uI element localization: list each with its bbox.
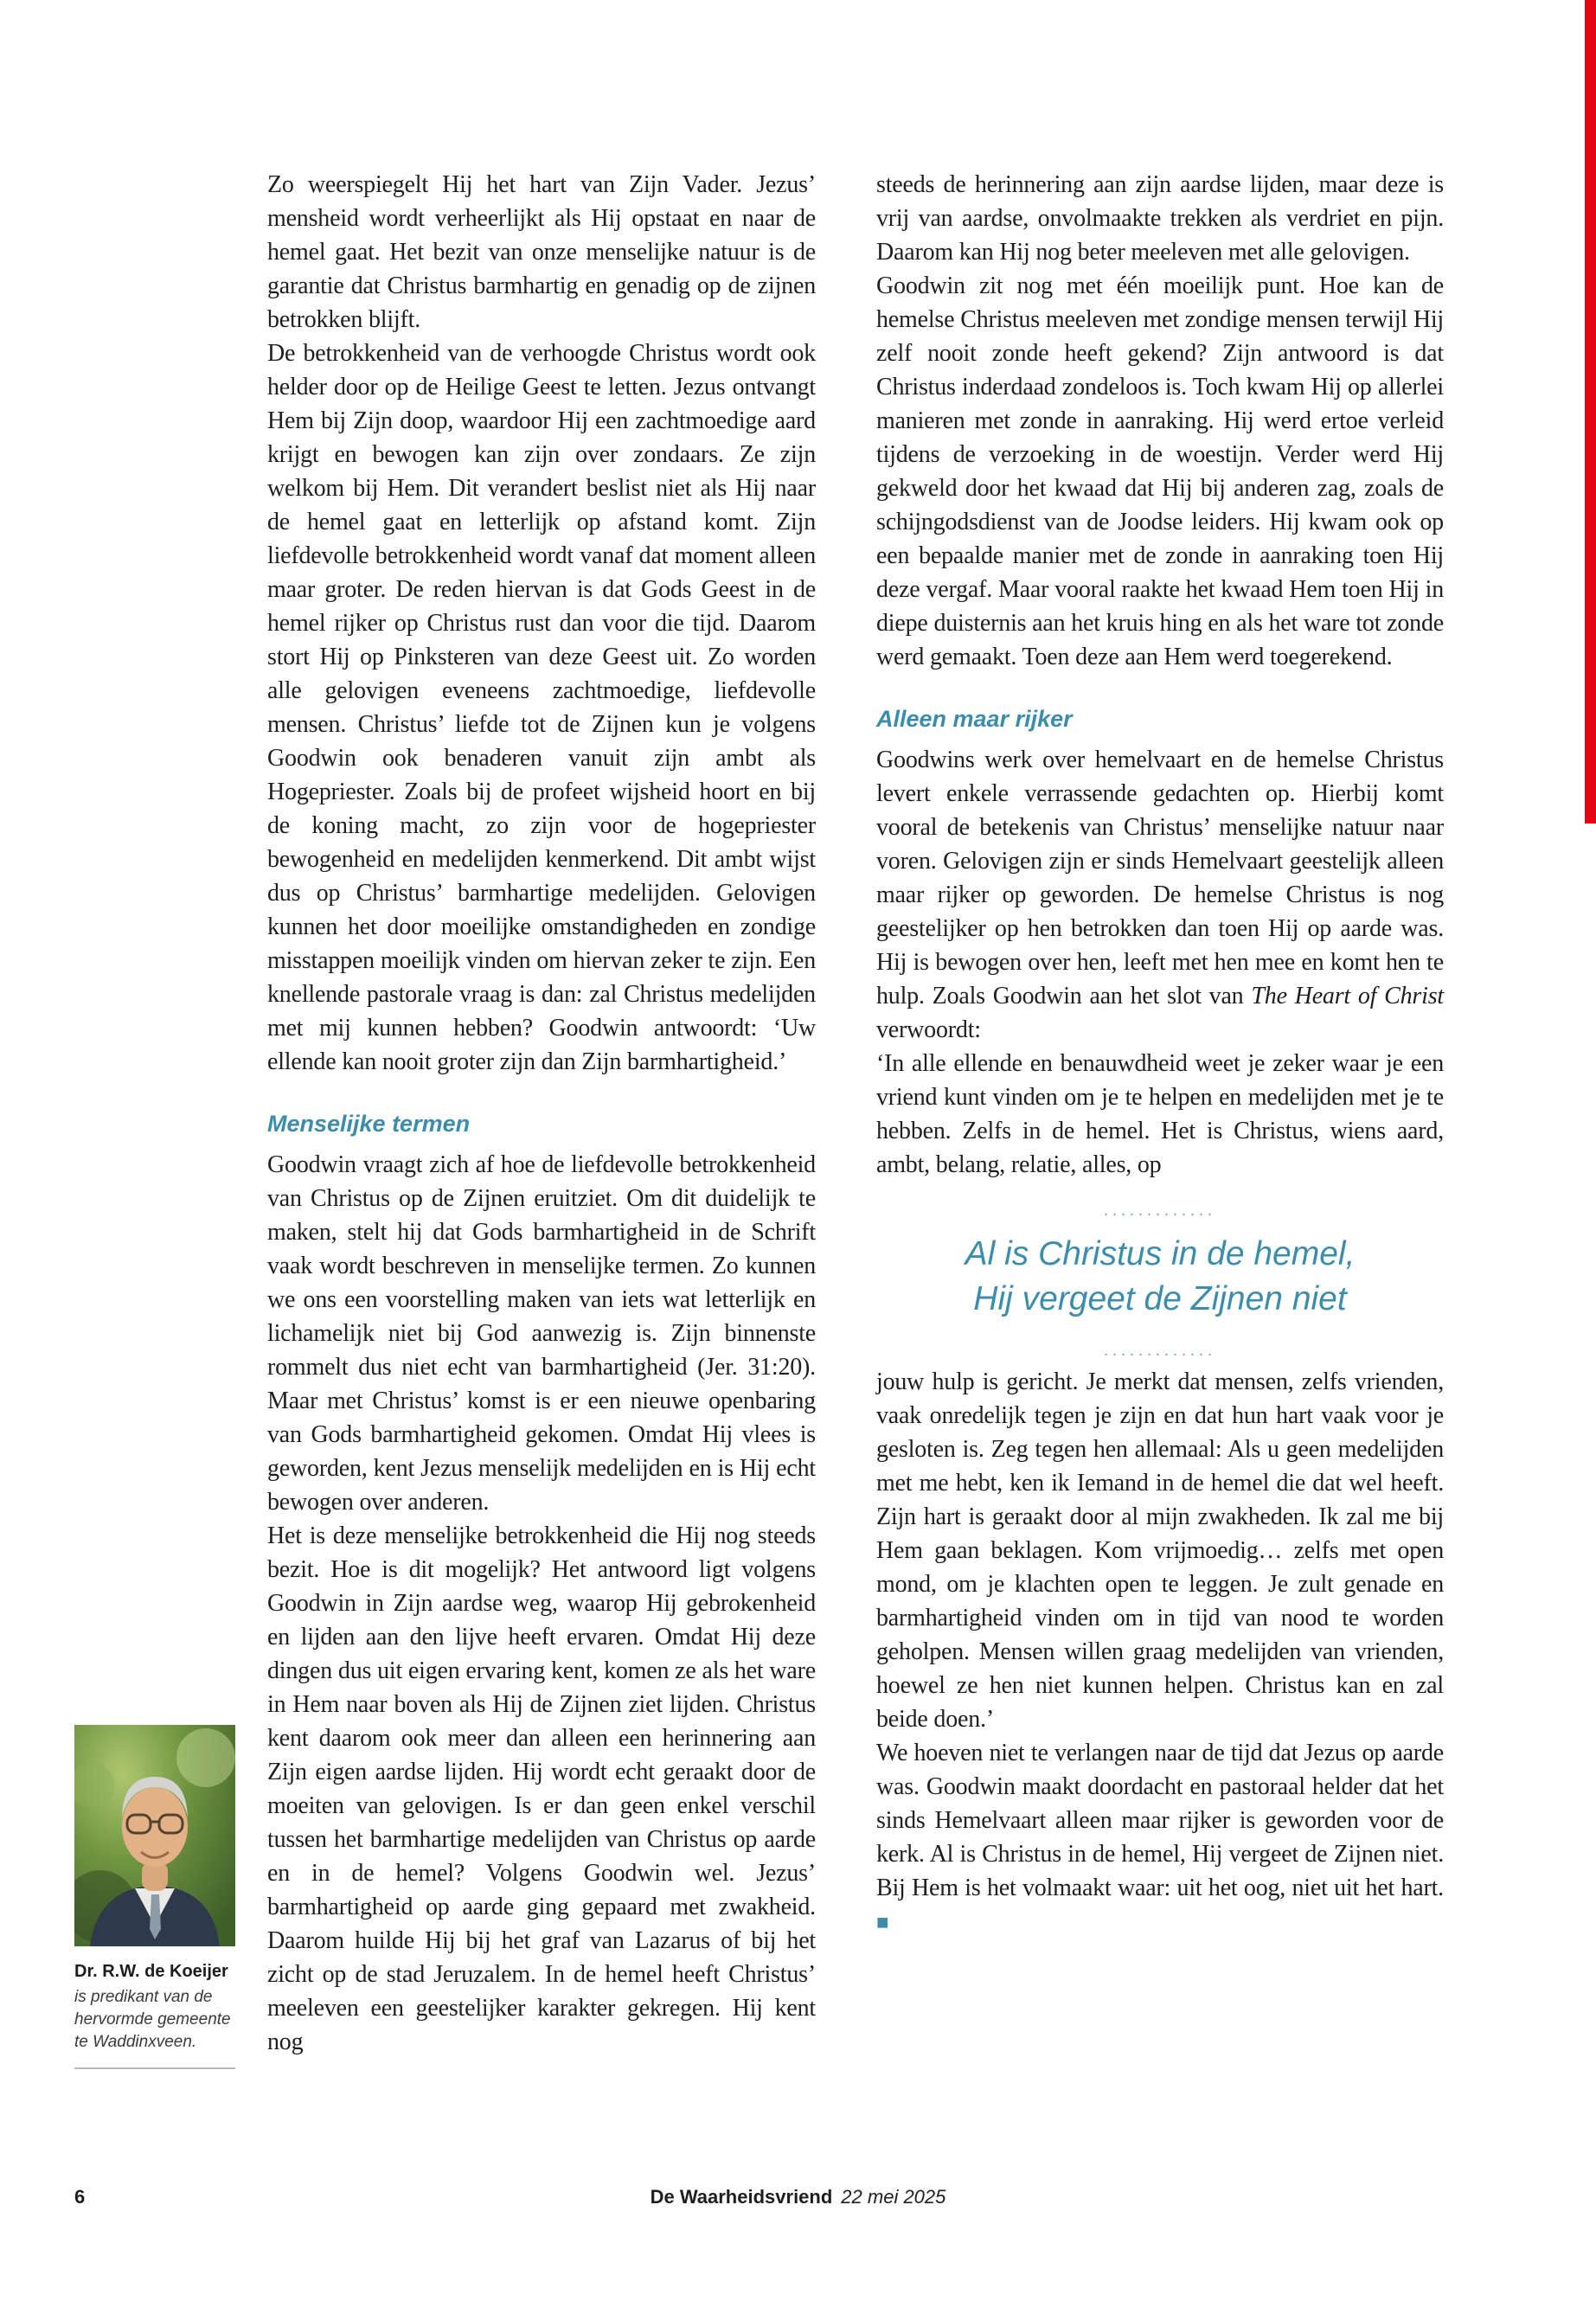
paragraph-text: Goodwins werk over hemelvaart en de hemelse Christus levert enkele verrassende gedachten op. Hierbij komt vooral de betekenis van Christus’ menselijke natuur naar voren. Gelovigen zijn er sinds Hemelvaart geestelijk alleen maar rijker op geworden. De hemelse Christus is nog geestelijker op hen betrokken dan toen Hij op aarde was. Hij is bewogen over hen, leeft met hen mee en komt hen te hulp. Zoals Goodwin aan het slot van — [876, 747, 1444, 1009]
edge-marker-bar — [1585, 0, 1596, 824]
page-number: 6 — [74, 2186, 86, 2208]
dots-separator: ............. — [1104, 1201, 1216, 1220]
body-paragraph: Het is deze menselijke betrokkenheid die Hij nog steeds bezit. Hoe is dit mogelijk? Het antwoord ligt volgens Goodwin in Zijn aardse weg, waarop Hij gebrokenheid en lijden aan den lijve heeft ervaren. Omdat Hij deze dingen dus uit eigen ervaring kent, komen ze als het ware in Hem naar boven als Hij de Zijnen ziet lijden. Christus kent daarom ook meer dan alleen een herinnering aan Zijn eigen aardse lijden. Hij wordt echt geraakt door de moeiten van gelovigen. Is er dan geen enkel verschil tussen het barmhartige medelijden van Christus op aarde en in de hemel? Volgens Goodwin wel. Jezus’ barmhartigheid op aarde ging gepaard met zwakheid. Daarom huilde Hij bij het graf van Lazarus of bij het zicht op de stad Jeruzalem. In de hemel heeft Christus’ meeleven een geestelijker karakter gekregen. Hij kent nog — [267, 1522, 816, 2055]
body-paragraph — [876, 743, 1444, 1047]
body-paragraph: jouw hulp is gericht. Je merkt dat mensen, zelfs vrienden, vaak onredelijk tegen je zijn en dat hun hart vaak voor je gesloten is. Zeg tegen hen allemaal: Als u geen medelijden met me hebt, ken ik Iemand in de hemel die dat wel heeft. Zijn hart is geraakt door al mijn zwakheden. Ik zal me bij Hem gaan beklagen. Kom vrijmoedig… zelfs met open mond, om je klachten open te leggen. Je zult genade en barmhartigheid vinden om in tijd van nood te worden geholpen. Mensen willen graag medelijden van vrienden, hoewel ze hen niet kunnen helpen. Christus kan en zal beide doen.’ — [876, 1368, 1444, 1733]
author-photo — [74, 1725, 235, 1946]
body-paragraph: steeds de herinnering aan zijn aardse lijden, maar deze is vrij van aardse, onvolmaakte trekken als verdriet en pijn. Daarom kan Hij nog beter meeleven met alle gelovigen. — [876, 171, 1444, 266]
footer-center — [0, 2185, 1596, 2209]
author-block — [74, 1725, 235, 2069]
pull-quote-line: Hij vergeet de Zijnen niet — [973, 1280, 1347, 1317]
article-body — [267, 168, 1444, 2059]
text-column-left — [267, 168, 816, 2059]
paragraph-text: verwoordt: — [876, 1016, 981, 1043]
body-paragraph: Zo weerspiegelt Hij het hart van Zijn Vader. Jezus’ mensheid wordt verheerlijkt als Hij opstaat en naar de hemel gaat. Het bezit van onze menselijke natuur is de garantie dat Christus barmhartig en genadig op de zijnen betrokken blijft. — [267, 171, 816, 333]
body-paragraph — [876, 1736, 1444, 1939]
book-title: The Heart of Christ — [1251, 983, 1444, 1009]
divider — [74, 2067, 235, 2069]
issue-date: 22 mei 2025 — [841, 2186, 946, 2208]
paragraph-text: We hoeven niet te verlangen naar de tijd dat Jezus op aarde was. Goodwin maakt doordacht en pastoraal helder dat het sinds Hemelvaart alleen maar rijker is geworden voor de kerk. Al is Christus in de hemel, Hij vergeet de Zijnen niet. Bij Hem is het volmaakt waar: uit het oog, niet uit het hart. — [876, 1740, 1444, 1901]
dots-separator: ............. — [1104, 1341, 1216, 1360]
magazine-title: De Waarheidsvriend — [650, 2186, 833, 2208]
body-paragraph: Goodwin zit nog met één moeilijk punt. Hoe kan de hemelse Christus meeleven met zondige mensen terwijl Hij zelf nooit zonde heeft gekend? Zijn antwoord is dat Christus inderdaad zondeloos is. Toch kwam Hij op allerlei manieren met zonde in aanraking. Hij werd ertoe verleid tijdens de verzoeking in de woestijn. Verder werd Hij gekweld door het kwaad dat Hij bij anderen zag, zoals de schijngodsdienst van de Joodse leiders. Hij kwam ook op een bepaalde manier met de zonde in aanraking toen Hij deze vergaf. Maar vooral raakte het kwaad Hem toen Hij in diepe duisternis aan het kruis hing en als het ware tot zonde werd gemaakt. Toen deze aan Hem werd toegerekend. — [876, 272, 1444, 670]
pull-quote-line: Al is Christus in de hemel, — [965, 1235, 1356, 1272]
author-bio: is predikant van de hervormde gemeente te Waddinxveen. — [74, 1988, 231, 2051]
pull-quote — [876, 1232, 1444, 1322]
end-marker: ■ — [876, 1911, 889, 1934]
author-name: Dr. R.W. de Koeijer — [74, 1962, 228, 1981]
body-paragraph: Goodwin vraagt zich af hoe de liefdevolle betrokkenheid van Christus op de Zijnen eruitziet. Om dit duidelijk te maken, stelt hij dat Gods barmhartigheid in de Schrift vaak wordt beschreven in menselijke termen. Zo kunnen we ons een voorstelling maken van iets wat letterlijk en lichamelijk niet bij God aanwezig is. Zijn binnenste rommelt dus niet echt van barmhartigheid (Jer. 31:20). Maar met Christus’ komst is er een nieuwe openbaring van Gods barmhartigheid gekomen. Omdat Hij vlees is geworden, kent Jezus menselijk medelijden en is Hij echt bewogen over anderen. — [267, 1151, 816, 1516]
section-heading: Menselijke termen — [267, 1111, 471, 1137]
text-column-right — [876, 168, 1444, 2059]
body-paragraph: De betrokkenheid van de verhoogde Christus wordt ook helder door op de Heilige Geest te letten. Jezus ontvangt Hem bij Zijn doop, waardoor Hij een zachtmoedige aard krijgt en bewogen kan zijn over zondaars. Ze zijn welkom bij Hem. Dit verandert beslist niet als Hij naar de hemel gaat en letterlijk op afstand komt. Zijn liefdevolle betrokkenheid wordt vanaf dat moment alleen maar groter. De reden hiervan is dat Gods Geest in de hemel rijker op Christus rust dan voor die tijd. Daarom stort Hij op Pinksteren van deze Geest uit. Zo worden alle gelovigen eveneens zachtmoedige, liefdevolle mensen. Christus’ liefde tot de Zijnen kun je volgens Goodwin ook benaderen vanuit zijn ambt als Hogepriester. Zoals bij de profeet wijsheid hoort en bij de koning macht, zo zijn voor de hogepriester bewogenheid en medelijden kenmerkend. Dit ambt wijst dus op Christus’ barmhartige medelijden. Gelovigen kunnen het door moeilijke omstandigheden en zondige misstappen moeilijk vinden om hiervan zeker te zijn. Een knellende pastorale vraag is dan: zal Christus medelijden met mij kunnen hebben? Goodwin antwoordt: ‘Uw ellende kan nooit groter zijn dan Zijn barmhartigheid.’ — [267, 340, 816, 1075]
page-footer — [0, 2185, 1596, 2209]
section-heading: Alleen maar rijker — [876, 706, 1073, 732]
body-paragraph: ‘In alle ellende en benauwdheid weet je zeker waar je een vriend kunt vinden om je te helpen en medelijden met je te hebben. Zelfs in de hemel. Het is Christus, wiens aard, ambt, belang, relatie, alles, op — [876, 1050, 1444, 1178]
